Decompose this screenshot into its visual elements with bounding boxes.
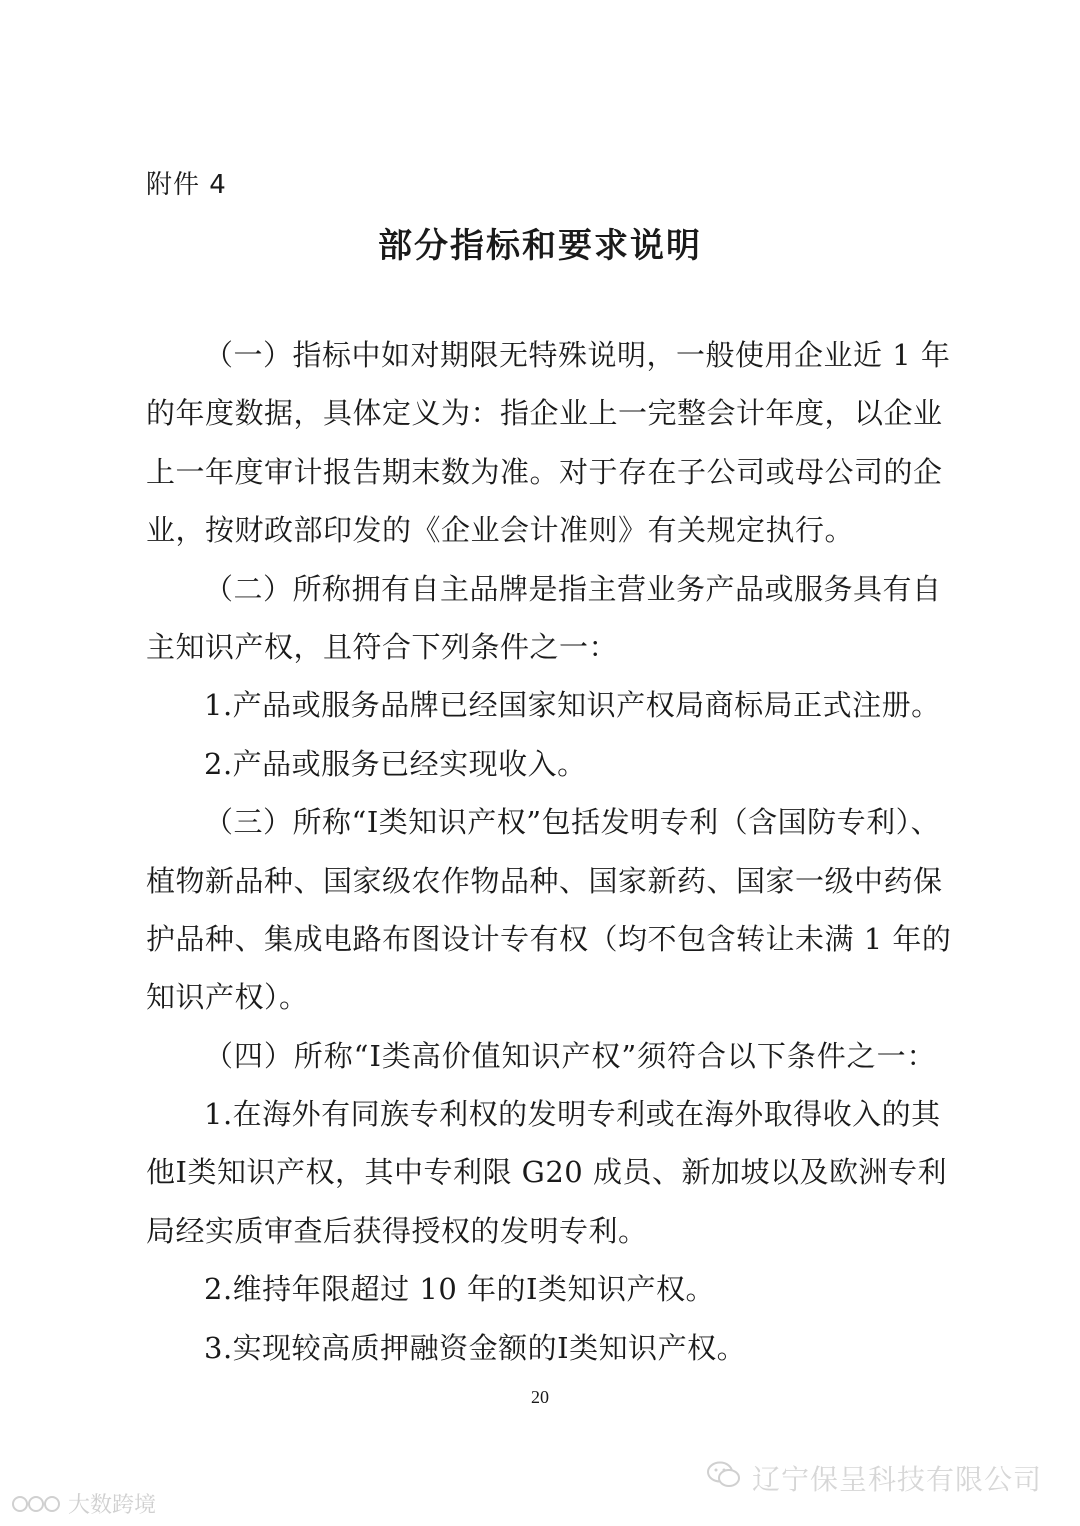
body-line: 知识产权）。 bbox=[146, 980, 309, 1015]
body-line: 上一年度审计报告期末数为准。对于存在子公司或母公司的企 bbox=[146, 454, 943, 489]
body-line: 1.产品或服务品牌已经国家知识产权局商标局正式注册。 bbox=[204, 688, 941, 723]
body-line: 业，按财政部印发的《企业会计准则》有关规定执行。 bbox=[146, 513, 855, 548]
body-line: 护品种、集成电路布图设计专有权（均不包含转让未满 1 年的 bbox=[146, 921, 952, 956]
page-number: 20 bbox=[531, 1387, 549, 1407]
body-line: （三）所称“Ⅰ类知识产权”包括发明专利（含国防专利）、 bbox=[204, 805, 941, 840]
attachment-label: 附件 4 bbox=[146, 170, 227, 200]
watermark-right-text: 辽宁保呈科技有限公司 bbox=[751, 1463, 1042, 1496]
watermark-right bbox=[706, 1458, 1042, 1498]
body-line: 2.产品或服务已经实现收入。 bbox=[204, 746, 587, 781]
body-line: （二）所称拥有自主品牌是指主营业务产品或服务具有自 bbox=[204, 571, 942, 606]
wechat-icon bbox=[706, 1460, 742, 1497]
watermark-left-text: 大数跨境 bbox=[68, 1493, 157, 1518]
watermark-left bbox=[10, 1488, 156, 1519]
body-line: 主知识产权，且符合下列条件之一： bbox=[146, 629, 619, 664]
body-line: 2.维持年限超过 10 年的Ⅰ类知识产权。 bbox=[204, 1272, 715, 1307]
body-line: 的年度数据，具体定义为：指企业上一完整会计年度，以企业 bbox=[146, 396, 943, 431]
body-line: 1.在海外有同族专利权的发明专利或在海外取得收入的其 bbox=[204, 1097, 941, 1132]
body-line: 局经实质审查后获得授权的发明专利。 bbox=[146, 1213, 648, 1248]
body-line: 植物新品种、国家级农作物品种、国家新药、国家一级中药保 bbox=[146, 863, 943, 898]
brand-logo-icon bbox=[10, 1491, 64, 1517]
document-body bbox=[146, 332, 952, 1383]
document-title: 部分指标和要求说明 bbox=[378, 226, 702, 266]
body-line: 他Ⅰ类知识产权，其中专利限 G20 成员、新加坡以及欧洲专利 bbox=[146, 1155, 947, 1190]
body-line: 3.实现较高质押融资金额的Ⅰ类知识产权。 bbox=[204, 1330, 747, 1365]
body-line: （四）所称“Ⅰ类高价值知识产权”须符合以下条件之一： bbox=[204, 1038, 936, 1073]
body-line: （一）指标中如对期限无特殊说明，一般使用企业近 1 年 bbox=[204, 338, 951, 372]
